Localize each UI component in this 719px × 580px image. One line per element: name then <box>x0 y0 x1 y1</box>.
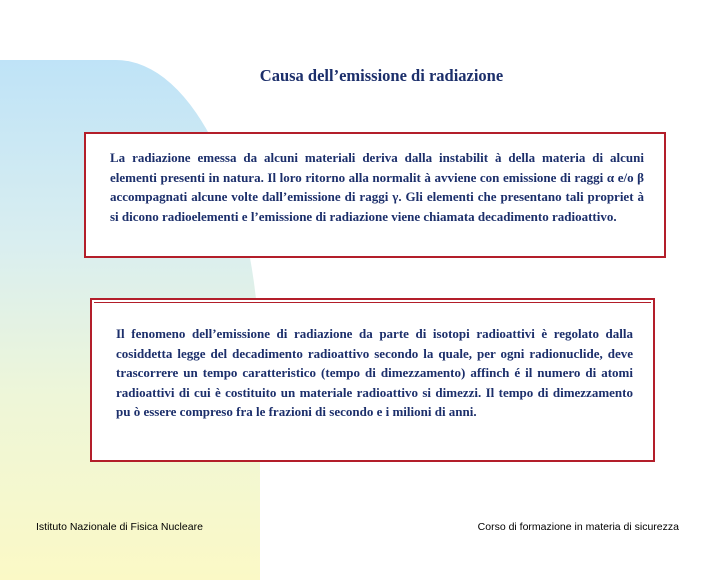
decay-law-box <box>90 298 655 462</box>
radiation-definition-box <box>84 132 666 258</box>
radiation-definition-text: La radiazione emessa da alcuni materiali deriva dalla instabilit à della materia di alcuni elementi presenti in natura. Il loro ritorno alla normalit à avviene con emissione di raggi α e/o β accompagnati alcune volte dall’emissione di raggi γ. Gli elementi che presentano tali propriet à si dicono radioelementi e l’emissione di radiazione viene chiamata decadimento radioattivo. <box>110 150 644 224</box>
decay-law-text: Il fenomeno dell’emissione di radiazione da parte di isotopi radioattivi è regolato dalla cosiddetta legge del decadimento radioattivo secondo la quale, per ogni radionuclide, deve trascorrere un tempo caratteristico (tempo di dimezzamento) affinch é il numero di atomi radioattivi di cui è costituito un materiale radioattivo si dimezzi. Il tempo di dimezzamento pu ò essere compreso fra le frazioni di secondo e i milioni di anni. <box>116 326 633 419</box>
footer-institute: Istituto Nazionale di Fisica Nucleare <box>36 521 203 533</box>
footer-course: Corso di formazione in materia di sicurezza <box>477 521 679 533</box>
slide-title: Causa dell’emissione di radiazione <box>259 66 504 85</box>
